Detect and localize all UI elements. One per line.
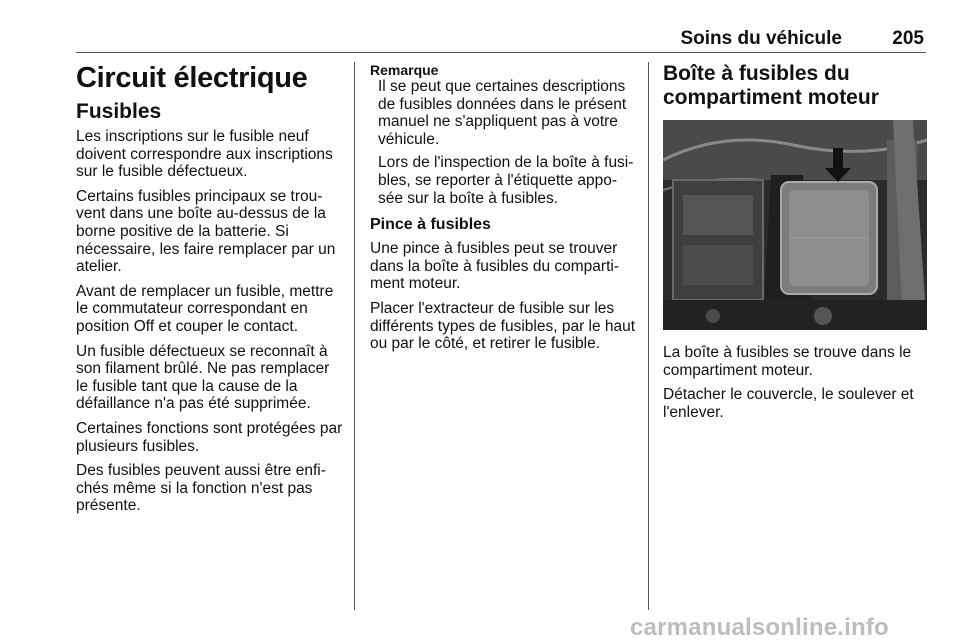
column-3 xyxy=(663,62,927,428)
paragraph: Avant de remplacer un fusible, mettre le commutateur correspondant en position Off et couper le contact. xyxy=(76,282,334,335)
page-number: 205 xyxy=(892,28,924,49)
paragraph: Des fusibles peuvent aussi être enfi-chés même si la fonction n'est pas présente. xyxy=(76,462,326,515)
watermark: carmanualsonline.info xyxy=(630,614,889,641)
column-divider xyxy=(354,62,355,610)
note-label: Remarque xyxy=(370,62,439,78)
paragraph: Placer l'extracteur de fusible sur les différents types de fusibles, par le haut ou par le côté, et retirer le fusible. xyxy=(370,299,636,353)
note-paragraph: Lors de l'inspection de la boîte à fusi-bles, se reporter à l'étiquette appo-sée sur la boîte à fusibles. xyxy=(378,154,634,207)
engine-fuse-box-photo xyxy=(663,120,927,330)
column-2 xyxy=(370,62,638,360)
paragraph: Détacher le couvercle, le soulever et l'enlever. xyxy=(663,386,914,421)
column-divider xyxy=(648,62,649,610)
paragraph: Une pince à fusibles peut se trouver dans la boîte à fusibles du comparti-ment moteur. xyxy=(370,240,619,293)
note-body xyxy=(370,78,638,207)
note-paragraph: Il se peut que certaines descriptions de fusibles données dans le présent manuel ne s'appliquent pas à votre véhicule. xyxy=(378,78,627,148)
chapter-title: Circuit électrique xyxy=(76,62,308,94)
paragraph: Certaines fonctions sont protégées par plusieurs fusibles. xyxy=(76,419,343,455)
paragraph: Les inscriptions sur le fusible neuf doivent correspondre aux inscriptions sur le fusible défectueux. xyxy=(76,128,333,181)
paragraph: Certains fusibles principaux se trou-vent dans une boîte au-dessus de la borne positive de la batterie. Si nécessaire, les faire remplacer par un atelier. xyxy=(76,187,336,276)
header-title: Soins du véhicule xyxy=(680,28,842,49)
section-title-fuse-box: Boîte à fusibles du compartiment moteur xyxy=(663,62,879,109)
paragraph: La boîte à fusibles se trouve dans le compartiment moteur. xyxy=(663,344,912,379)
section-title-fusibles: Fusibles xyxy=(76,100,162,123)
page-header xyxy=(76,26,926,53)
column-1 xyxy=(76,62,344,522)
paragraph: Un fusible défectueux se reconnaît à son filament brûlé. Ne pas remplacer le fusible tant que la cause de la défaillance n'a pas été supprimée. xyxy=(76,342,330,413)
subsection-title-pince: Pince à fusibles xyxy=(370,216,491,234)
